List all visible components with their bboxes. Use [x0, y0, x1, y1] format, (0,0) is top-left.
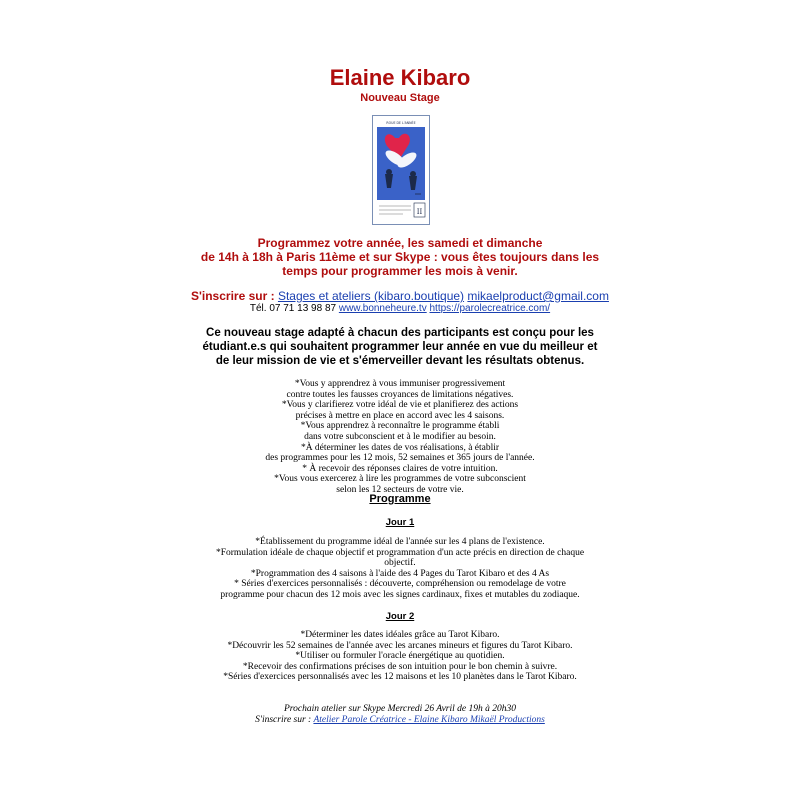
- benefit-line: contre toutes les fausses croyances de limitations négatives.: [286, 389, 514, 400]
- intro-line: Programmez votre année, les samedi et dimanche: [257, 236, 543, 250]
- next-workshop-signup: [0, 715, 800, 726]
- card-numeral: II: [416, 208, 423, 216]
- day1-item: objectif.: [384, 558, 416, 569]
- benefit-line: *Vous vous exercerez à lire les programmes de votre subconscient: [274, 474, 526, 485]
- day1-item: * Séries d'exercices personnalisés : découverte, compréhension ou remodelage de votre: [234, 579, 566, 590]
- day1-item: *Programmation des 4 saisons à l'aide des 4 Pages du Tarot Kibaro et des 4 As: [250, 568, 550, 579]
- tel-label: Tél.: [249, 303, 267, 314]
- contact-line: [0, 303, 800, 314]
- benefit-line: *Vous apprendrez à reconnaître le programme établi: [300, 421, 500, 432]
- next-workshop-date: Prochain atelier sur Skype Mercredi 26 Avril de 19h à 20h30: [283, 704, 516, 714]
- benefit-line: * À recevoir des réponses claires de votre intuition.: [302, 463, 498, 474]
- benefits-list: [200, 379, 600, 496]
- next-workshop: [0, 704, 800, 726]
- intro-line: temps pour programmer les mois à venir.: [282, 264, 518, 278]
- page-title: Elaine Kibaro: [329, 65, 471, 90]
- tarot-card-illustration: [373, 116, 429, 224]
- tarot-card-image: [372, 115, 430, 225]
- day1-heading: Jour 1: [385, 517, 415, 528]
- benefit-line: *Vous y clarifierez votre idéal de vie et planifierez des actions: [281, 400, 519, 411]
- intro-line: de 14h à 18h à Paris 11ème et sur Skype : vous êtes toujours dans les: [200, 250, 600, 264]
- day2-list: [185, 630, 615, 683]
- next-signup-label: S'inscrire sur :: [255, 715, 312, 725]
- lead-line: étudiant.e.s qui souhaitent programmer leur année en vue du meilleur et: [202, 341, 598, 353]
- lead-paragraph: [175, 326, 625, 368]
- intro-text: [150, 236, 650, 278]
- card-caption: ROUE DE L'ANNÉE: [386, 121, 416, 125]
- day2-item: *Déterminer les dates idéales grâce au Tarot Kibaro.: [300, 630, 500, 640]
- signup-label: S'inscrire sur :: [191, 289, 275, 303]
- tel-number: 07 71 13 98 87: [269, 303, 337, 314]
- day1-item: *Établissement du programme idéal de l'année sur les 4 plans de l'existence.: [255, 537, 545, 547]
- boutique-link[interactable]: Stages et ateliers (kibaro.boutique): [277, 289, 465, 303]
- programme-heading: Programme: [369, 493, 431, 505]
- day2-item: *Recevoir des confirmations précises de son intuition pour le bon chemin à suivre.: [242, 661, 558, 672]
- day2-heading: Jour 2: [385, 611, 415, 622]
- bonneheure-link[interactable]: www.bonneheure.tv: [338, 303, 427, 314]
- email-link[interactable]: mikaelproduct@gmail.com: [467, 289, 609, 303]
- benefit-line: précises à mettre en place en accord avec les 4 saisons.: [295, 410, 505, 421]
- lead-line: de leur mission de vie et s'émerveiller devant les résultats obtenus.: [215, 355, 585, 367]
- signup-line: [0, 289, 800, 303]
- benefit-line: selon les 12 secteurs de votre vie.: [336, 484, 464, 495]
- benefit-line: *Vous y apprendrez à vous immuniser progressivement: [294, 379, 506, 389]
- day2-item: *Utiliser ou formuler l'oracle énergétique au quotidien.: [295, 651, 505, 662]
- day2-item: *Découvrir les 52 semaines de l'année avec les arcanes mineurs et figures du Tarot Kibaro.: [227, 640, 573, 651]
- parolecreatrice-link[interactable]: https://parolecreatrice.com/: [429, 303, 551, 314]
- atelier-link[interactable]: Atelier Parole Créatrice - Elaine Kibaro Mikaël Productions: [313, 715, 545, 725]
- benefit-line: dans votre subconscient et à le modifier au besoin.: [304, 431, 496, 442]
- day2-item: *Séries d'exercices personnalisés avec les 12 maisons et les 10 planètes dans le Tarot Kibaro.: [223, 672, 577, 683]
- day1-item: *Formulation idéale de chaque objectif et programmation d'un acte précis en direction de chaque: [215, 547, 585, 558]
- benefit-line: des programmes pour les 12 mois, 52 semaines et 365 jours de l'année.: [265, 453, 535, 464]
- day1-item: programme pour chacun des 12 mois avec les signes cardinaux, fixes et mutables du zodiaque.: [220, 589, 580, 600]
- benefit-line: *À déterminer les dates de vos réalisations, à établir: [300, 442, 500, 453]
- lead-line: Ce nouveau stage adapté à chacun des participants est conçu pour les: [206, 327, 594, 339]
- page-subtitle: Nouveau Stage: [360, 92, 440, 104]
- day1-list: [185, 537, 615, 601]
